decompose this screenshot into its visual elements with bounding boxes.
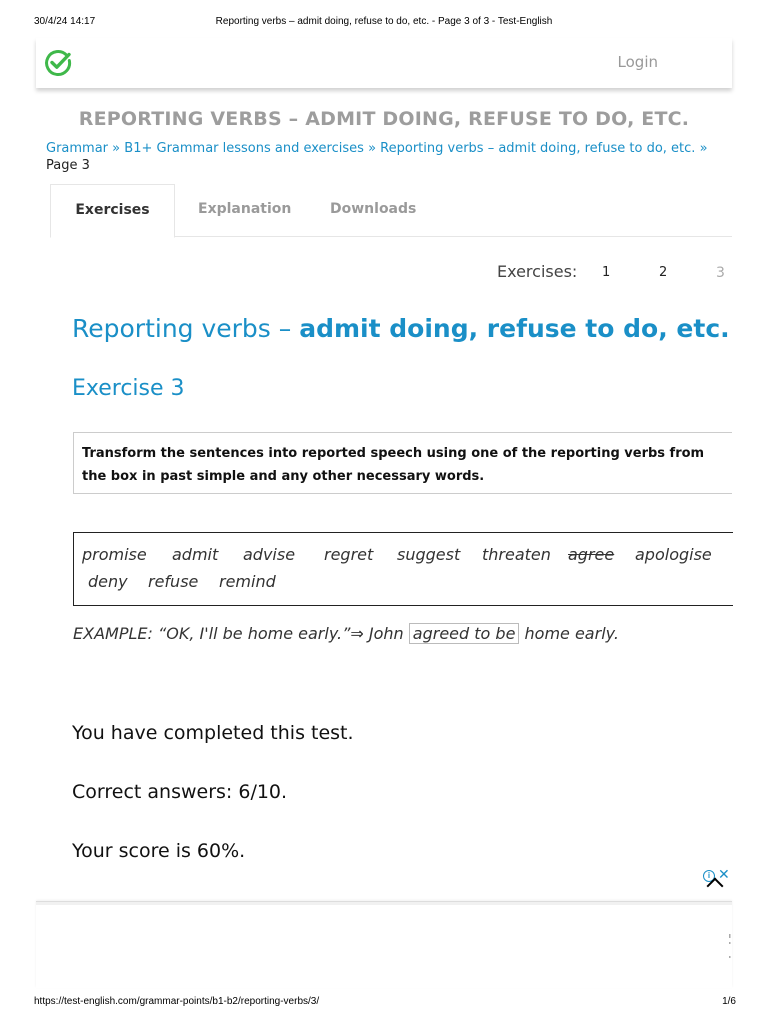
breadcrumb-grammar[interactable]: Grammar xyxy=(46,141,109,156)
result-score: Your score is 60%. xyxy=(72,840,246,862)
checkmark-circle-icon[interactable] xyxy=(44,49,72,77)
result-correct-answers: Correct answers: 6/10. xyxy=(72,781,288,803)
breadcrumb-separator: » xyxy=(699,141,708,156)
print-title: Reporting verbs – admit doing, refuse to do, etc. - Page 3 of 3 - Test-English xyxy=(215,16,553,27)
ad-controls xyxy=(701,868,731,898)
exercise-page-3: 3 xyxy=(716,265,725,281)
word-item: admit xyxy=(172,545,219,564)
word-item: threaten xyxy=(482,545,551,564)
word-item: regret xyxy=(324,545,374,564)
word-item: advise xyxy=(243,545,296,564)
example-suffix: home early. xyxy=(524,624,619,643)
exercise-heading xyxy=(72,314,730,343)
word-item: refuse xyxy=(148,572,199,591)
word-item: apologise xyxy=(635,545,712,564)
example-answer: agreed to be xyxy=(409,623,520,644)
exercise-pagination-label: Exercises: xyxy=(497,262,578,281)
result-completed: You have completed this test. xyxy=(72,722,354,744)
breadcrumb xyxy=(46,140,726,174)
word-item: suggest xyxy=(397,545,461,564)
breadcrumb-reporting-verbs[interactable]: Reporting verbs – admit doing, refuse to do, etc. xyxy=(380,141,696,156)
ad-banner xyxy=(36,901,732,988)
tab-downloads[interactable]: Downloads xyxy=(330,201,417,217)
exercise-page-2[interactable]: 2 xyxy=(659,265,668,280)
login-link[interactable]: Login xyxy=(617,53,658,71)
print-datetime: 30/4/24 14:17 xyxy=(34,16,96,27)
page-title: REPORTING VERBS – ADMIT DOING, REFUSE TO DO, ETC. xyxy=(78,108,690,130)
word-item: remind xyxy=(219,572,276,591)
breadcrumb-current-page: Page 3 xyxy=(46,158,90,173)
exercise-page-1[interactable]: 1 xyxy=(602,265,611,280)
word-item-crossed: agree xyxy=(568,545,615,564)
print-page-number: 1/6 xyxy=(722,996,736,1007)
example-prefix: EXAMPLE: “OK, I'll be home early.”⇒ John xyxy=(73,624,404,643)
example-sentence xyxy=(73,624,619,643)
breadcrumb-separator: » xyxy=(112,141,121,156)
more-vertical-icon xyxy=(729,932,732,962)
instructions-box xyxy=(73,432,732,494)
exercise-title: Exercise 3 xyxy=(72,376,185,401)
breadcrumb-b1-lessons[interactable]: B1+ Grammar lessons and exercises xyxy=(124,141,364,156)
heading-prefix: Reporting verbs – xyxy=(72,314,292,343)
word-item: deny xyxy=(88,572,128,591)
site-header xyxy=(36,38,732,88)
breadcrumb-separator: » xyxy=(368,141,377,156)
tab-exercises[interactable]: Exercises xyxy=(50,184,175,238)
print-url: https://test-english.com/grammar-points/b1-b2/reporting-verbs/3/ xyxy=(34,996,320,1007)
word-item: promise xyxy=(82,545,147,564)
close-icon[interactable]: ✕ xyxy=(718,867,730,883)
word-box xyxy=(73,532,733,606)
heading-bold: admit doing, refuse to do, etc. xyxy=(299,314,730,343)
tab-explanation[interactable]: Explanation xyxy=(198,201,292,217)
info-icon[interactable]: i xyxy=(703,870,715,882)
instructions-text: Transform the sentences into reported speech using one of the reporting verbs from the box in past simple and any other necessary words. xyxy=(82,446,705,484)
tab-bar xyxy=(50,184,732,237)
ad-banner-top-shade xyxy=(36,902,732,905)
